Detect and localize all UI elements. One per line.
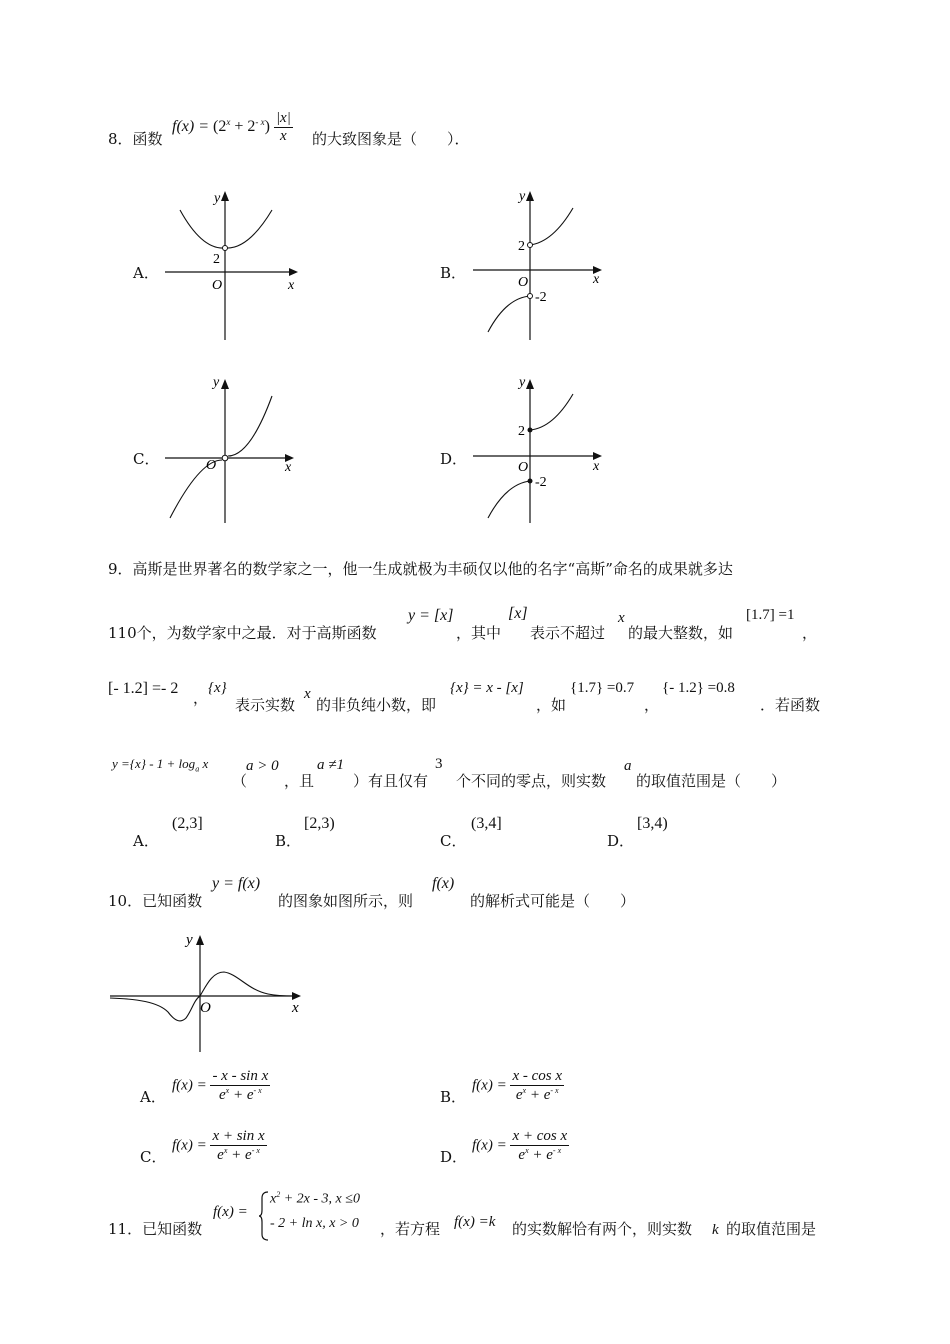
- q9-comma-2: ，: [193, 689, 209, 707]
- q8-formula-lhs: f(x) =: [172, 118, 209, 136]
- formula-lhs: f(x) =: [172, 1077, 207, 1094]
- curve-left: [488, 481, 530, 518]
- q10-option-d-formula: [472, 1128, 569, 1164]
- q8-stem: [108, 128, 163, 149]
- q11-case-2: - 2 + ln x, x > 0: [270, 1216, 359, 1231]
- formula-lhs: f(x) =: [472, 1077, 507, 1094]
- q9-var-a: a: [624, 758, 632, 774]
- q9-example-1: [1.7] =1: [746, 607, 795, 623]
- den-e1: e: [515, 1087, 523, 1103]
- q10-option-c-label: C．: [140, 1148, 167, 1166]
- fraction-numerator: x + sin x: [212, 1128, 265, 1144]
- q9-comma-1: ，: [802, 624, 818, 642]
- q11-var-k: k: [712, 1222, 719, 1238]
- q11-equation: f(x) =k: [454, 1214, 496, 1230]
- q9-example-2: [- 1.2] =- 2: [108, 680, 179, 697]
- q10-option-a-label: A．: [140, 1088, 166, 1106]
- q9-option-a-label: A．: [133, 832, 159, 850]
- tick-label-2: 2: [213, 252, 220, 267]
- q8-frac-num: |x|: [275, 110, 291, 126]
- x-axis-arrow-icon: [289, 268, 298, 276]
- q8-formula-sup1: x: [226, 116, 231, 127]
- x-axis-label: x: [288, 278, 295, 293]
- q10-graph: [108, 928, 308, 1056]
- tick-label-neg2: -2: [535, 290, 547, 305]
- fraction-denominator: [210, 1146, 266, 1164]
- den-e1: e: [217, 1147, 224, 1163]
- q9-comma-3: ，: [644, 696, 660, 714]
- q11-mid2: 的实数解恰有两个，则实数: [512, 1220, 693, 1238]
- q10-func: y = f(x): [212, 875, 261, 892]
- den-sup1: x: [522, 1086, 527, 1095]
- den-mid: + e: [227, 1147, 252, 1163]
- q8-lead: 函数: [132, 130, 163, 148]
- q8-option-b-label: B．: [440, 264, 467, 282]
- den-sup2: - x: [552, 1146, 562, 1155]
- q9-example-4: {- 1.2} =0.8: [662, 680, 735, 696]
- curve: [170, 396, 272, 518]
- q10-tail: 的解析式可能是（ ）: [470, 892, 636, 910]
- q8-number: 8．: [108, 130, 133, 148]
- den-sup1: x: [223, 1146, 228, 1155]
- q10-option-c-formula: [172, 1128, 267, 1164]
- formula-fraction: [210, 1068, 270, 1104]
- q9-option-c-label: C．: [440, 832, 467, 850]
- q9-cond-a: a > 0: [246, 758, 279, 774]
- q9-option-d-value: [3,4): [637, 815, 668, 832]
- q9-frac-part: {x}: [208, 680, 227, 696]
- q9-line2-c: 表示不超过: [530, 624, 606, 642]
- y-axis-label: y: [519, 189, 526, 204]
- q9-cond-open: （: [232, 772, 248, 790]
- fraction-numerator: x + cos x: [512, 1128, 568, 1144]
- q9-function-sub: a: [195, 764, 200, 774]
- q10-lead: 10．已知函数: [108, 892, 203, 910]
- q9-line3-d: ．若函数: [760, 696, 821, 714]
- q8-option-b-graph: [468, 180, 618, 345]
- q9-example-3: {1.7} =0.7: [570, 680, 635, 696]
- q9-option-a-value: (2,3]: [172, 815, 203, 832]
- den-sup2: - x: [550, 1086, 559, 1095]
- q9-var-x-2: x: [304, 686, 311, 702]
- formula-fraction: [510, 1068, 564, 1104]
- den-sup2: - x: [251, 1146, 260, 1155]
- x-axis-label: x: [593, 272, 600, 287]
- fraction-numerator: x - cos x: [512, 1068, 562, 1084]
- case1-rest: + 2x - 3, x ≤0: [280, 1191, 360, 1207]
- q9-line2-b: ，其中: [456, 624, 502, 642]
- q10-option-b-formula: [472, 1068, 564, 1104]
- q10-option-b-label: B．: [440, 1088, 467, 1106]
- formula-lhs: f(x) =: [172, 1137, 207, 1154]
- den-sup1: x: [225, 1086, 230, 1095]
- q11-case-1: [270, 1190, 360, 1208]
- tick-label-2: 2: [518, 424, 525, 439]
- fraction-denominator: [510, 1086, 564, 1104]
- y-axis-arrow-icon: [221, 191, 229, 201]
- q9-line2-d: 的最大整数，如: [628, 624, 734, 642]
- q8-option-a-graph: [160, 180, 310, 345]
- y-axis-arrow-icon: [526, 191, 534, 201]
- q9-line4-c: 的取值范围是（ ）: [636, 772, 787, 790]
- fraction-denominator: [210, 1086, 270, 1104]
- q9-definition: {x} = x - [x]: [450, 680, 524, 696]
- curve: [180, 210, 272, 248]
- q8-formula-close: ): [264, 118, 270, 136]
- curve-right: [530, 208, 573, 245]
- q9-line3-c: ，如: [536, 696, 567, 714]
- open-point-top: [528, 243, 533, 248]
- den-sup2: - x: [253, 1086, 262, 1095]
- q9-function: [112, 756, 208, 774]
- q11-lead: 11．已知函数: [108, 1220, 203, 1238]
- open-point-origin: [222, 455, 228, 461]
- q8-formula-fraction: [274, 110, 293, 145]
- q9-var-x: x: [618, 610, 625, 626]
- curve-left: [488, 296, 530, 332]
- q9-line3-b: 的非负纯小数，即: [316, 696, 437, 714]
- origin-label: O: [212, 278, 223, 293]
- formula-fraction: [510, 1128, 569, 1164]
- x-axis-label: x: [285, 460, 292, 475]
- q8-formula-paren: (2: [213, 118, 227, 136]
- y-axis-label: y: [214, 191, 221, 206]
- q10-fx: f(x): [432, 875, 455, 892]
- tick-label-2: 2: [518, 239, 525, 254]
- den-mid: + e: [528, 1147, 553, 1163]
- case1-x: x: [270, 1191, 277, 1207]
- q8-option-d-label: D．: [440, 450, 468, 468]
- y-axis-label: y: [213, 375, 220, 390]
- q10-mid: 的图象如图所示，则: [278, 892, 414, 910]
- q8-formula-sup2: - x: [255, 116, 265, 127]
- q10-option-a-formula: [172, 1068, 270, 1104]
- origin-label: O: [206, 458, 217, 473]
- origin-label: O: [518, 275, 529, 290]
- formula-lhs: f(x) =: [472, 1137, 507, 1154]
- q8-tail: 的大致图象是（ ）．: [312, 130, 470, 148]
- den-sup1: x: [525, 1146, 529, 1155]
- q8-option-d-graph: [468, 368, 618, 528]
- origin-label: O: [200, 1000, 211, 1016]
- q11-tail: 的取值范围是: [726, 1220, 817, 1238]
- den-e1: e: [218, 1087, 226, 1103]
- q11-brace-icon: [258, 1190, 270, 1242]
- y-axis-arrow-icon: [221, 379, 229, 389]
- q9-option-b-value: [2,3): [304, 815, 335, 832]
- q8-option-c-graph: [160, 368, 310, 528]
- q8-option-a-label: A．: [133, 264, 159, 282]
- closed-point-top: [528, 428, 533, 433]
- fraction-numerator: - x - sin x: [212, 1068, 269, 1084]
- y-axis-arrow-icon: [526, 379, 534, 389]
- q8-option-c-label: C．: [133, 450, 160, 468]
- q8-formula-plus: + 2: [230, 118, 256, 136]
- den-mid: + e: [526, 1087, 551, 1103]
- q8-formula: [172, 110, 293, 145]
- open-point-bottom: [528, 294, 533, 299]
- q10-option-d-label: D．: [440, 1148, 468, 1166]
- q9-bracket-x: [x]: [508, 605, 528, 622]
- fraction-denominator: [510, 1146, 569, 1164]
- x-axis-label: x: [292, 1000, 299, 1016]
- q9-option-d-label: D．: [607, 832, 635, 850]
- den-e1: e: [518, 1147, 526, 1163]
- q9-line1: 9．高斯是世界著名的数学家之一，他一生成就极为丰硕仅以他的名字“高斯”命名的成果就多达: [108, 560, 733, 578]
- q8-frac-den: x: [280, 128, 287, 144]
- y-axis-arrow-icon: [196, 935, 204, 945]
- open-point: [223, 246, 228, 251]
- case1-sup: 2: [276, 1190, 281, 1199]
- q9-line2-a: 110个，为数学家中之最．对于高斯函数: [108, 624, 377, 642]
- curve-right: [530, 394, 573, 430]
- q9-function-end: x: [199, 756, 209, 771]
- y-axis-label: y: [519, 375, 526, 390]
- y-axis-label: y: [186, 932, 193, 948]
- closed-point-bottom: [528, 479, 533, 484]
- q9-line4-a: ）有且仅有: [353, 772, 429, 790]
- origin-label: O: [518, 460, 529, 475]
- q9-gauss-func: y = [x]: [408, 607, 454, 624]
- q9-three: 3: [435, 756, 443, 772]
- q11-lhs: f(x) =: [213, 1204, 248, 1220]
- q9-line3-a: 表示实数: [235, 696, 296, 714]
- den-mid: + e: [229, 1087, 254, 1103]
- q9-cond-and: ，且: [284, 772, 315, 790]
- q9-cond-b: a ≠1: [317, 757, 344, 773]
- x-axis-label: x: [593, 459, 600, 474]
- q9-line4-b: 个不同的零点，则实数: [456, 772, 607, 790]
- q9-function-main: y ={x} - 1 + log: [112, 756, 196, 771]
- q9-option-b-label: B．: [275, 832, 302, 850]
- tick-label-neg2: -2: [535, 475, 547, 490]
- q9-option-c-value: (3,4]: [471, 815, 502, 832]
- q11-mid: ，若方程: [380, 1220, 441, 1238]
- formula-fraction: [210, 1128, 266, 1164]
